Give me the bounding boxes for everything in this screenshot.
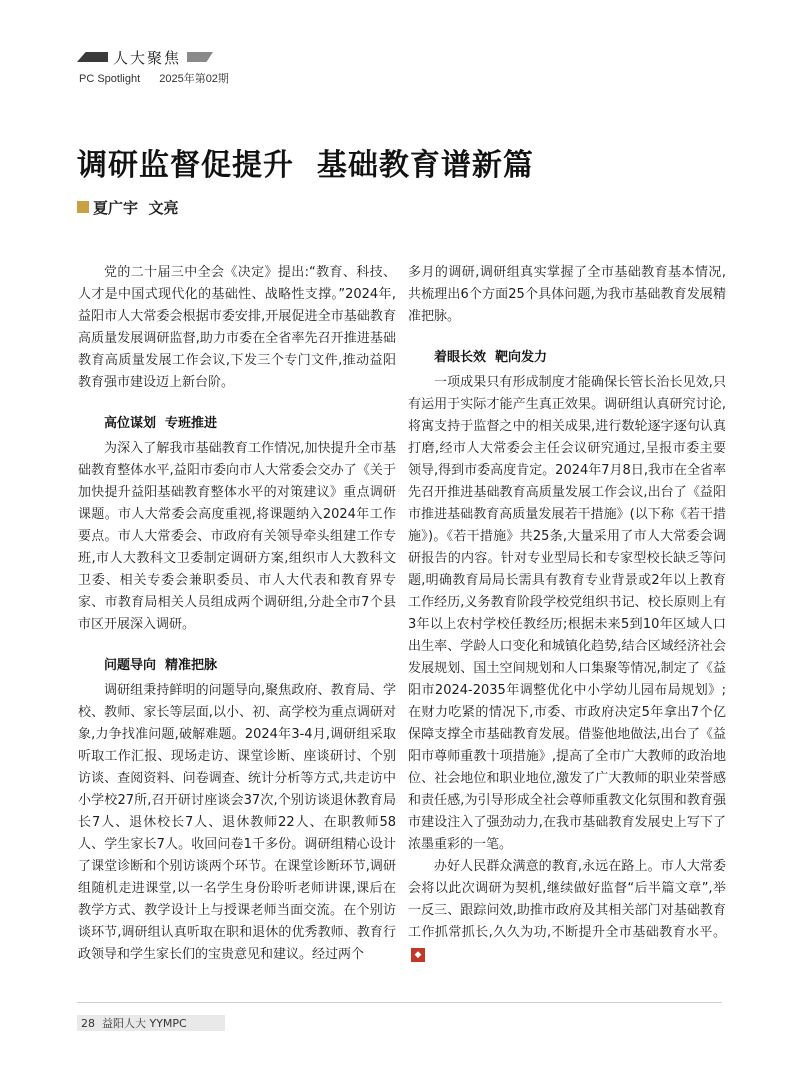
footer-rule	[77, 1002, 722, 1003]
closing-text: 办好人民群众满意的教育,永远在路上。市人大常委会将以此次调研为契机,继续做好监督“后半篇文章”,举一反三、跟踪问效,助推市政府及其相关部门对基础教育工作抓常抓长,久久为功,不断提升全市基础教育水平。	[408, 859, 726, 940]
header-bar-right	[187, 52, 213, 62]
issue-number: 2025年第02期	[159, 73, 229, 85]
right-column	[408, 262, 726, 966]
footer-bar	[77, 1015, 225, 1031]
publication-name: PC Spotlight	[79, 73, 141, 85]
section-heading-1: 高位谋划 专班推进	[104, 416, 218, 431]
left-column	[78, 262, 396, 966]
page-number: 28	[81, 1016, 95, 1030]
author-marker-icon	[77, 201, 89, 213]
author-names: 夏广宇 文亮	[93, 198, 179, 217]
article-title: 调研监督促提升 基础教育谱新篇	[77, 148, 534, 183]
article-authors	[77, 198, 178, 216]
section-1-paragraph: 为深入了解我市基础教育工作情况,加快提升全市基础教育整体水平,益阳市委向市人大常委会交办了《关于加快提升益阳基础教育整体水平的对策建议》重点调研课题。市人大常委会高度重视,将课题纳入2024年工作要点。市人大常委会、市政府有关领导牵头组建工作专班,市人大教科文卫委制定调研方案,组织市人大教科文卫委、相关专委会兼职委员、市人大代表和教育界专家、市教育局相关人员组成两个调研组,分赴全市7个县市区开展深入调研。	[78, 441, 396, 632]
end-mark-icon: ◆	[411, 948, 425, 962]
header-bar-left	[77, 52, 108, 62]
magazine-name: 益阳人大 YYMPC	[102, 1017, 187, 1030]
section-heading-3: 着眼长效 靶向发力	[434, 350, 548, 365]
header-subline	[79, 70, 229, 86]
section-2-paragraph: 调研组秉持鲜明的问题导向,聚焦政府、教育局、学校、教师、家长等层面,以小、初、高学校为重点调研对象,力争找准问题,破解难题。2024年3-4月,调研组采取听取工作汇报、现场走访、课堂诊断、座谈研讨、个别访谈、查阅资料、问卷调查、统计分析等方式,共走访中小学校27所,召开研讨座谈会37次,个别访谈退休教育局长7人、退休校长7人、退休教师22人、在职教师58人、学生家长7人。收回问卷1千多份。调研组精心设计了课堂诊断和个别访谈两个环节。在课堂诊断环节,调研组随机走进课堂,以一名学生身份聆听老师讲课,课后在教学方式、教学设计上与授课老师当面交流。在个别访谈环节,调研组认真听取在职和退休的优秀教师、教育行政领导和学生家长们的宝贵意见和建议。经过两个	[78, 683, 396, 962]
section-heading-2: 问题导向 精准把脉	[104, 658, 218, 673]
closing-paragraph	[408, 856, 726, 966]
section-3-paragraph: 一项成果只有形成制度才能确保长管长治长见效,只有运用于实际才能产生真正效果。调研组认真研究讨论,将寓支持于监督之中的相关成果,进行数轮逐字逐句认真打磨,经市人大常委会主任会议研究通过,呈报市委主要领导,得到市委高度肯定。2024年7月8日,我市在全省率先召开推进基础教育高质量发展工作会议,出台了《益阳市推进基础教育高质量发展若干措施》(以下称《若干措施》)。《若干措施》共25条,大量采用了市人大常委会调研报告的内容。针对专业型局长和专家型校长缺乏等问题,明确教育局局长需具有教育专业背景或2年以上教育工作经历,义务教育阶段学校党组织书记、校长原则上有3年以上农村学校任教经历;根据未来5到10年区域人口出生率、学龄人口变化和城镇化趋势,结合区域经济社会发展规划、国土空间规划和人口集聚等情况,制定了《益阳市2024-2035年调整优化中小学幼儿园布局规划》;在财力吃紧的情况下,市委、市政府决定5年拿出7个亿保障支撑全市基础教育发展。借鉴他地做法,出台了《益阳市尊师重教十项措施》,提高了全市广大教师的政治地位、社会地位和职业地位,激发了广大教师的职业荣誉感和责任感,为引导形成全社会尊师重教文化氛围和教育强市建设注入了强劲动力,在我市基础教育发展史上写下了浓墨重彩的一笔。	[408, 375, 726, 852]
intro-paragraph: 党的二十届三中全会《决定》提出:“教育、科技、人才是中国式现代化的基础性、战略性支撑。”2024年,益阳市人大常委会根据市委安排,开展促进全市基础教育高质量发展调研监督,助力市委在全省率先召开推进基础教育高质量发展工作会议,下发三个专门文件,推动益阳教育强市建设迈上新台阶。	[78, 265, 396, 390]
column-name: 人大聚焦	[113, 49, 182, 67]
continuation-paragraph: 多月的调研,调研组真实掌握了全市基础教育基本情况,共梳理出6个方面25个具体问题,为我市基础教育发展精准把脉。	[408, 265, 726, 324]
